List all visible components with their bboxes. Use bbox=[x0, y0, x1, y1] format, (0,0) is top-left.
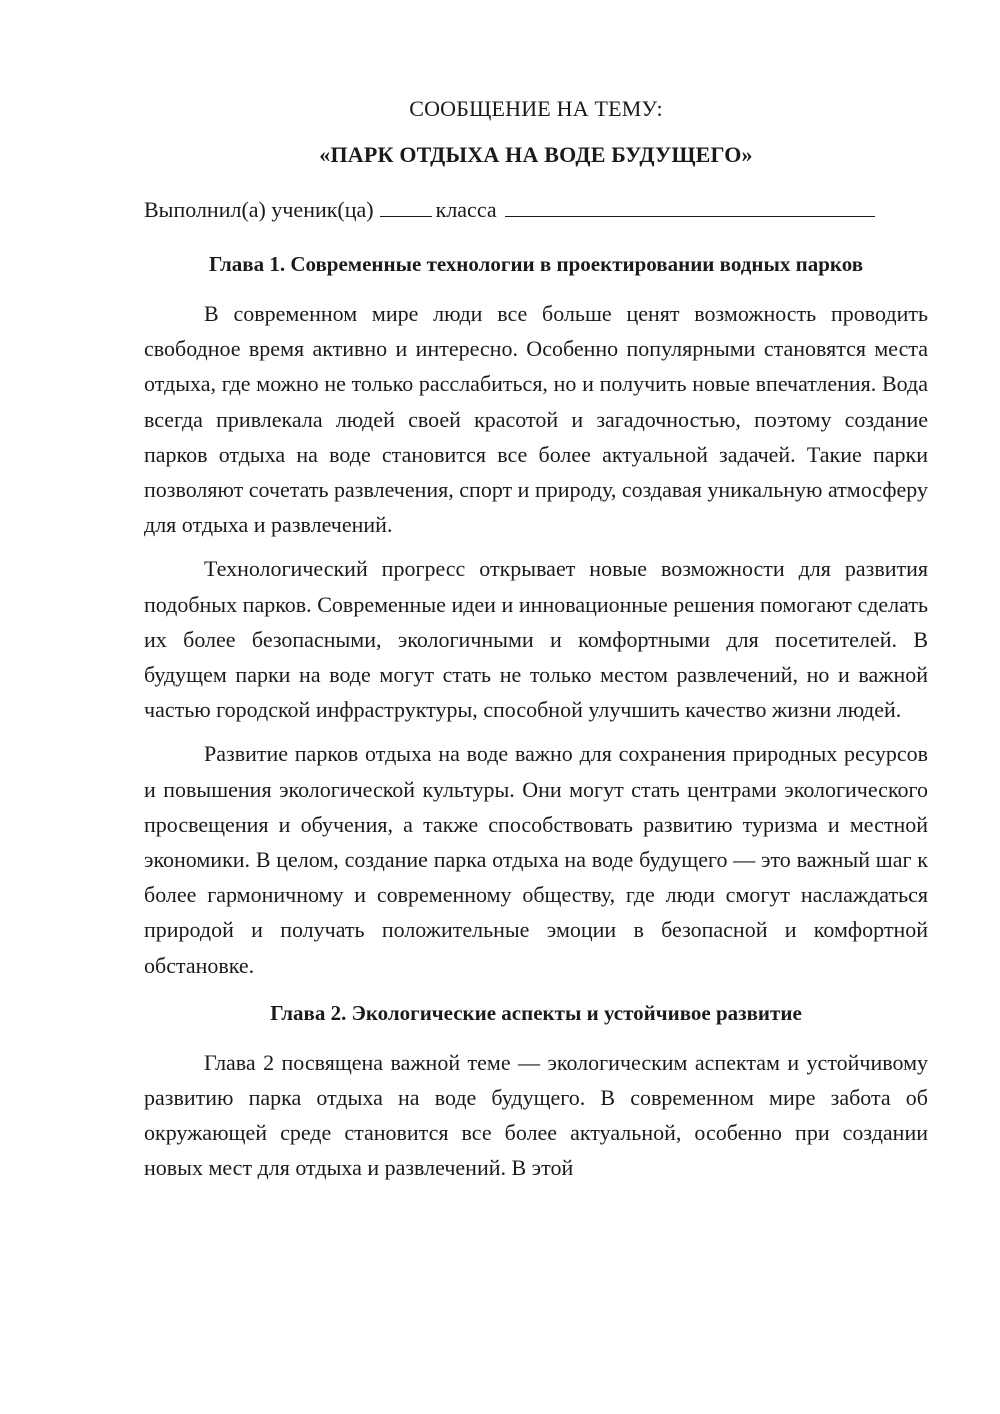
author-middle: класса bbox=[435, 197, 497, 222]
author-prefix: Выполнил(а) ученик(ца) bbox=[144, 197, 374, 222]
chapter-2-paragraph: Глава 2 посвящена важной теме — экологическим аспектам и устойчивому развитию парка отдыха на воде будущего. В современном мире забота об окружающей среде становится все более актуальной, особенно при создании новых мест для отдыха и развлечений. В этой bbox=[144, 1049, 928, 1181]
chapter-2-heading: Глава 2. Экологические аспекты и устойчивое развитие bbox=[270, 1000, 802, 1025]
chapter-1-paragraph: Развитие парков отдыха на воде важно для сохранения природных ресурсов и повышения экологической культуры. Они могут стать центрами экологического просвещения и обучения, а также способствовать развитию туризма и местной экономики. В целом, создание парка отдыха на воде будущего — это важный шаг к более гармоничному и современному обществу, где люди смогут наслаждаться природой и получать положительные эмоции в безопасной и комфортной обстановке. bbox=[144, 741, 928, 978]
chapter-1-paragraph: Технологический прогресс открывает новые возможности для развития подобных парков. Современные идеи и инновационные решения помогают сделать их более безопасными, экологичными и комфортными для посетителей. В будущем парки на воде могут стать не только местом развлечений, но и важной частью городской инфраструктуры, способной улучшить качество жизни людей. bbox=[144, 556, 928, 723]
chapter-1-paragraph: В современном мире люди все больше ценят возможность проводить свободное время активно и интересно. Особенно популярными становятся места отдыха, где можно не только расслабиться, но и получить новые впечатления. Вода всегда привлекала людей своей красотой и загадочностью, поэтому создание парков отдыха на воде становится все более актуальной задачей. Такие парки позволяют сочетать развлечения, спорт и природу, создавая уникальную атмосферу для отдыха и развлечений. bbox=[144, 301, 928, 538]
class-number-blank bbox=[380, 194, 432, 217]
chapter-1-heading: Глава 1. Современные технологии в проектировании водных парков bbox=[208, 252, 864, 276]
document-title-line1: СООБЩЕНИЕ НА ТЕМУ: bbox=[409, 96, 663, 121]
student-name-blank bbox=[505, 194, 875, 217]
author-line bbox=[144, 194, 928, 226]
document-page bbox=[144, 88, 928, 1186]
document-title-line2: «ПАРК ОТДЫХА НА ВОДЕ БУДУЩЕГО» bbox=[319, 142, 753, 167]
